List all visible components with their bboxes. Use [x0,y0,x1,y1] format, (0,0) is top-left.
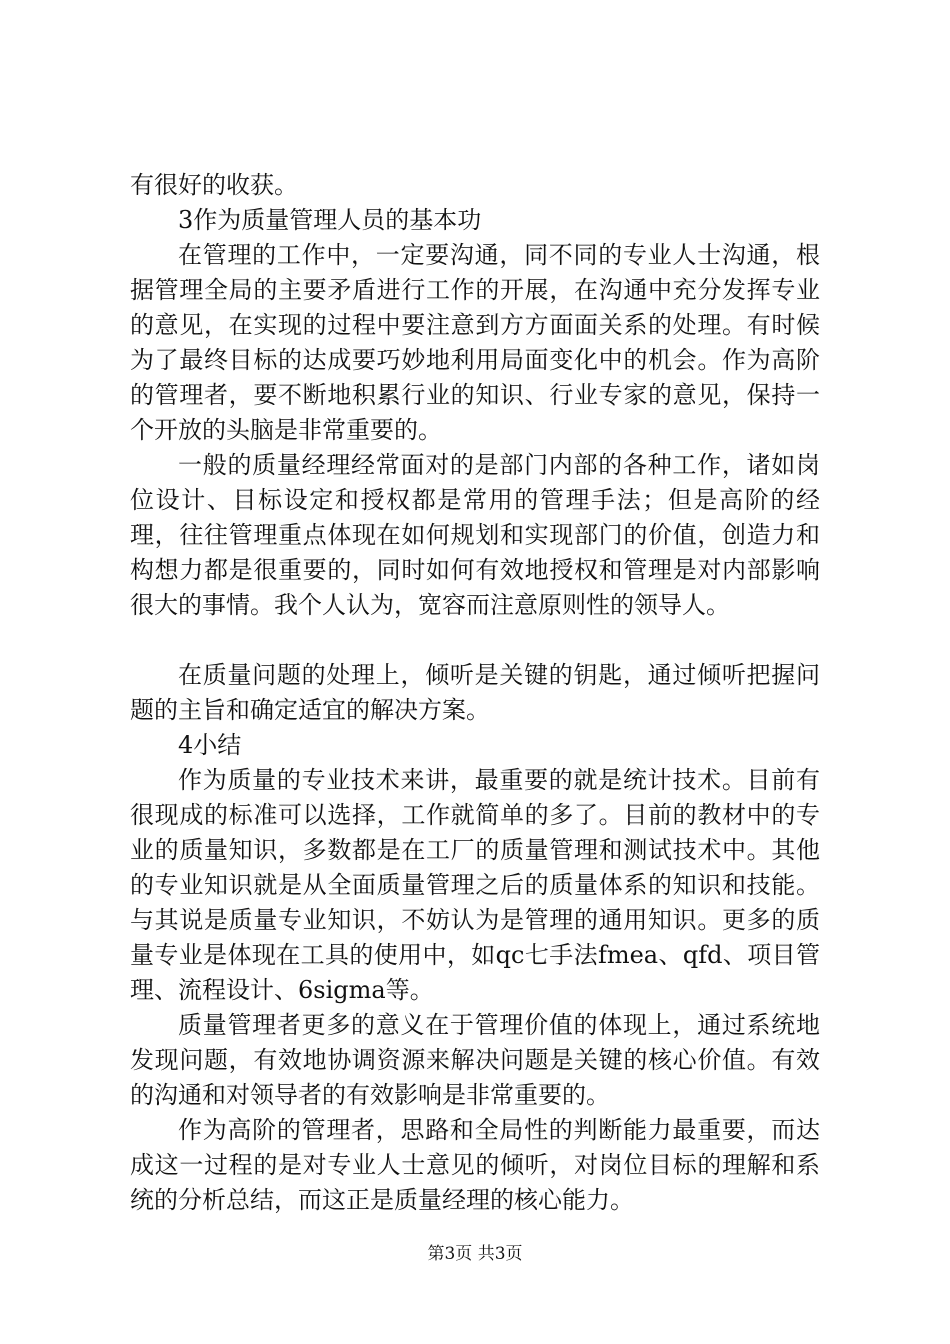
blank-line [130,623,820,658]
page-footer: 第3页 共3页 [427,1244,523,1264]
section-heading: 4小结 [178,731,242,759]
paragraph: 在质量问题的处理上，倾听是关键的钥匙，通过倾听把握问题的主旨和确定适宜的解决方案。 [130,661,820,724]
document-body [130,168,820,1218]
paragraph: 一般的质量经理经常面对的是部门内部的各种工作，诸如岗位设计、目标设定和授权都是常用的管理手法；但是高阶的经理，往往管理重点体现在如何规划和实现部门的价值，创造力和构想力都是很重要的，同时如何有效地授权和管理是对内部影响很大的事情。我个人认为，宽容而注意原则性的领导人。 [130,451,820,619]
paragraph: 作为质量的专业技术来讲，最重要的就是统计技术。目前有很现成的标准可以选择，工作就简单的多了。目前的教材中的专业的质量知识，多数都是在工厂的质量管理和测试技术中。其他的专业知识就是从全面质量管理之后的质量体系的知识和技能。与其说是质量专业知识，不妨认为是管理的通用知识。更多的质量专业是体现在工具的使用中，如qc七手法fmea、qfd、项目管理、流程设计、6sigma等。 [130,766,820,1004]
section-heading: 3作为质量管理人员的基本功 [178,206,482,234]
paragraph: 在管理的工作中，一定要沟通，同不同的专业人士沟通，根据管理全局的主要矛盾进行工作的开展，在沟通中充分发挥专业的意见，在实现的过程中要注意到方方面面关系的处理。有时候为了最终目标的达成要巧妙地利用局面变化中的机会。作为高阶的管理者，要不断地积累行业的知识、行业专家的意见，保持一个开放的头脑是非常重要的。 [130,241,820,444]
paragraph: 质量管理者更多的意义在于管理价值的体现上，通过系统地发现问题，有效地协调资源来解决问题是关键的核心价值。有效的沟通和对领导者的有效影响是非常重要的。 [130,1011,820,1109]
paragraph: 作为高阶的管理者，思路和全局性的判断能力最重要，而达成这一过程的是对专业人士意见的倾听，对岗位目标的理解和系统的分析总结，而这正是质量经理的核心能力。 [130,1116,820,1214]
paragraph: 有很好的收获。 [130,171,298,199]
